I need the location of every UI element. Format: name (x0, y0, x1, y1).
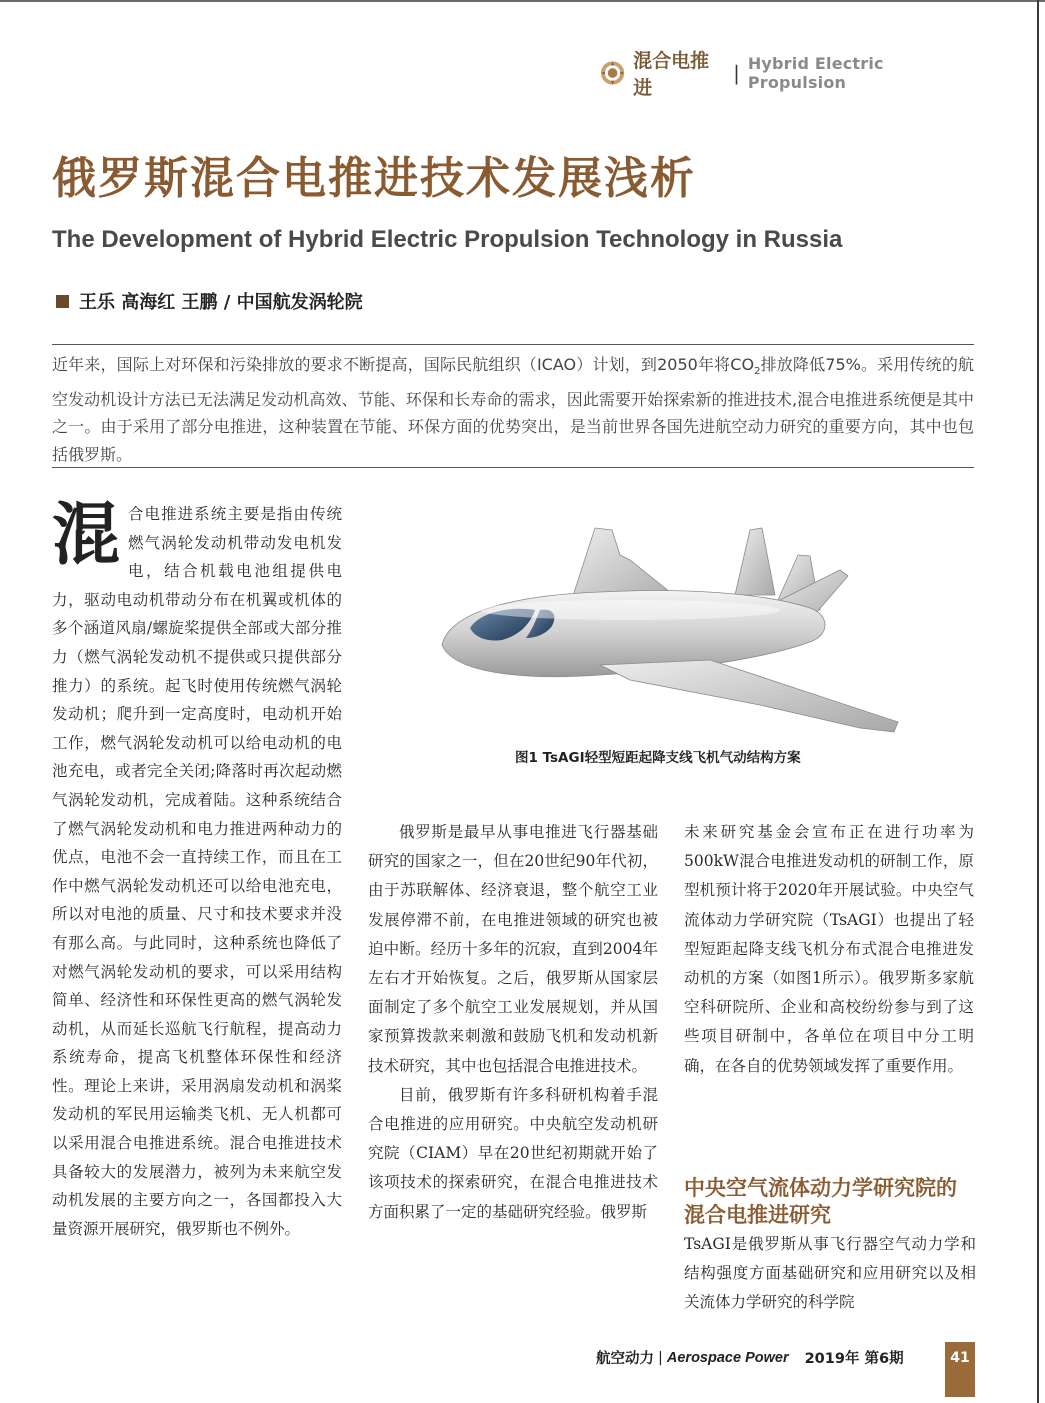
section-subheading: 中央空气流体动力学研究院的混合电推进研究 (684, 1176, 957, 1227)
aircraft-figure (380, 500, 980, 780)
section-divider: | (733, 61, 740, 85)
body-column-3 (684, 818, 974, 1081)
column-1-text: 合电推进系统主要是指由传统燃气涡轮发动机带动发电机发电，结合机载电池组提供电力，驱动电动机带动分布在机翼或机体的多个涵道风扇/螺旋桨提供全部或大部分推力（燃气涡轮发动机不提供或只提供部分推力）的系统。起飞时使用传统燃气涡轮发动机；爬升到一定高度时，电动机开始工作，燃气涡轮发动机可以给电动机的电池充电，或者完全关闭;降落时再次起动燃气涡轮发动机，完成着陆。这种系统结合了燃气涡轮发动机和电力推进两种动力的优点，电池不会一直持续工作，而且在工作中燃气涡轮发动机还可以给电池充电，所以对电池的质量、尺寸和技术要求并没有那么高。与此同时，这种系统也降低了对燃气涡轮发动机的要求，可以采用结构简单、经济性和环保性更高的燃气涡轮发动机，从而延长巡航飞行航程，提高动力系统寿命，提高飞机整体环保性和经济性。理论上来讲，采用涡扇发动机和涡桨发动机的军民用运输类飞机、无人机都可以采用混合电推进系统。混合电推进技术具备较大的发展潜力，被列为未来航空发动机发展的主要方向之一，各国都投入大量资源开展研究，俄罗斯也不例外。 (52, 505, 342, 1238)
authors-text: 王乐 高海红 王鹏 / 中国航发涡轮院 (79, 292, 363, 313)
abstract-box (52, 344, 974, 468)
page-footer (596, 1347, 904, 1368)
journal-name-cn: 航空动力 (596, 1351, 654, 1367)
figure-caption: 图1 TsAGI轻型短距起降支线飞机气动结构方案 (515, 750, 801, 766)
column-2-paragraph-2: 目前，俄罗斯有许多科研机构着手混合电推进的应用研究。中央航空发动机研究院（CIAM）早在20世纪初期就开始了该项技术的探索研究，在混合电推进技术方面积累了一定的基础研究经验。俄罗斯 (368, 1085, 658, 1221)
lower-wing (600, 660, 898, 732)
author-line (56, 288, 363, 314)
running-header (600, 50, 980, 99)
drop-cap: 混 (52, 496, 121, 575)
body-column-2 (368, 818, 658, 1227)
tail-fin-left (735, 528, 775, 595)
section-title-cn: 混合电推进 (633, 50, 710, 99)
section-title-en: Hybrid Electric Propulsion (747, 54, 884, 92)
top-rule (0, 0, 1045, 2)
abstract-part-1: 近年来，国际上对环保和污染排放的要求不断提高，国际民航组织（ICAO）计划，到2050年将CO (52, 355, 755, 374)
column-3-paragraph-2: TsAGI是俄罗斯从事飞行器空气动力学和结构强度方面基础研究和应用研究以及相关流体力学研究的科学院 (684, 1235, 976, 1312)
column-3-paragraph-1: 未来研究基金会宣布正在进行功率为500kW混合电推进发动机的研制工作，原型机预计将于2020年开展试验。中央空气流体动力学研究院（TsAGI）也提出了轻型短距起降支线飞机分布式混合电推进发动机的方案（如图1所示）。俄罗斯多家航空科研院所、企业和高校纷纷参与到了这些项目研制中，各单位在项目中分工明确，在各自的优势领域发挥了重要作用。 (684, 823, 974, 1075)
journal-name-en: Aerospace Power (666, 1349, 789, 1366)
issue-label: 2019年 第6期 (804, 1351, 904, 1367)
column-2-paragraph-1: 俄罗斯是最早从事电推进飞行器基础研究的国家之一，但在20世纪90年代初，由于苏联解体、经济衰退，整个航空工业发展停滞不前，在电推进领域的研究也被迫中断。经历十多年的沉寂，直到2004年左右才开始恢复。之后，俄罗斯从国家层面制定了多个航空工业发展规划，并从国家预算拨款来刺激和鼓励飞机和发动机新技术研究，其中也包括混合电推进技术。 (368, 823, 658, 1075)
article-title-cn: 俄罗斯混合电推进技术发展浅析 (52, 153, 696, 204)
fuselage-highlight (480, 600, 780, 620)
page-number: 41 (945, 1342, 975, 1397)
article-title-en: The Development of Hybrid Electric Propulsion Technology in Russia (52, 226, 843, 253)
body-column-1 (52, 496, 342, 1243)
abstract-part-2: 排放降低75%。采用传统的航空发动机设计方法已无法满足发动机高效、节能、环保和长寿命的需求，因此需要开始探索新的推进技术,混合电推进系统便是其中之一。由于采用了部分电推进，这种装置在节能、环保方面的优势突出，是当前世界各国先进航空动力研究的重要方向，其中也包括俄罗斯。 (52, 355, 974, 464)
footer-divider: | (658, 1349, 663, 1366)
abstract-subscript: 2 (754, 366, 761, 378)
author-bullet-icon (56, 295, 69, 308)
section-logo-icon (600, 60, 625, 86)
right-edge-rule (1037, 0, 1039, 1403)
abstract (52, 351, 974, 468)
